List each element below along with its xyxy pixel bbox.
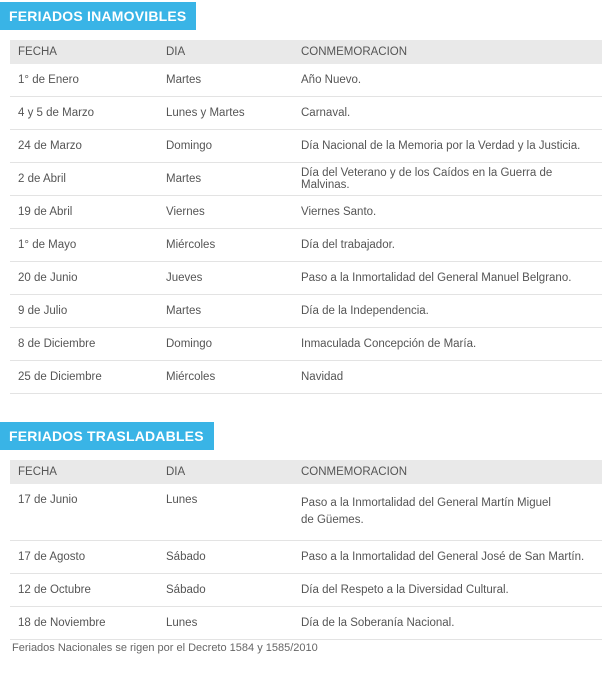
table-row [10, 262, 602, 295]
cell-dia: Lunes y Martes [158, 97, 293, 130]
cell-fecha: 18 de Noviembre [10, 607, 158, 640]
cell-conmemoracion: Inmaculada Concepción de María. [293, 328, 602, 361]
table-row [10, 328, 602, 361]
holidays-table-inamovibles [10, 40, 602, 394]
cell-fecha: 24 de Marzo [10, 130, 158, 163]
cell-conmemoracion: Carnaval. [293, 97, 602, 130]
table-row [10, 229, 602, 262]
cell-conmemoracion: Paso a la Inmortalidad del General José de San Martín. [293, 541, 602, 574]
cell-conmemoracion: Navidad [293, 361, 602, 394]
cell-fecha: 17 de Agosto [10, 541, 158, 574]
cell-conmemoracion: Día del Respeto a la Diversidad Cultural. [293, 574, 602, 607]
cell-dia: Lunes [158, 607, 293, 640]
cell-conmemoracion: Viernes Santo. [293, 196, 602, 229]
cell-fecha: 25 de Diciembre [10, 361, 158, 394]
cell-conmemoracion: Día de la Independencia. [293, 295, 602, 328]
cell-conmemoracion: Día de la Soberanía Nacional. [293, 607, 602, 640]
cell-fecha: 1° de Enero [10, 64, 158, 97]
cell-conmemoracion: Paso a la Inmortalidad del General Martín Miguel de Güemes. [293, 484, 602, 541]
table-header-row [10, 40, 602, 64]
cell-fecha: 9 de Julio [10, 295, 158, 328]
table-row [10, 484, 602, 541]
cell-dia: Domingo [158, 328, 293, 361]
cell-conmemoracion: Día Nacional de la Memoria por la Verdad y la Justicia. [293, 130, 602, 163]
cell-fecha: 20 de Junio [10, 262, 158, 295]
cell-fecha: 19 de Abril [10, 196, 158, 229]
table-row [10, 541, 602, 574]
table-row [10, 130, 602, 163]
column-header-fecha: FECHA [10, 40, 158, 64]
cell-conmemoracion: Paso a la Inmortalidad del General Manuel Belgrano. [293, 262, 602, 295]
cell-conmemoracion: Día del Veterano y de los Caídos en la Guerra de Malvinas. [293, 163, 602, 196]
table-header-row [10, 460, 602, 484]
cell-fecha: 8 de Diciembre [10, 328, 158, 361]
cell-dia: Martes [158, 295, 293, 328]
cell-dia: Sábado [158, 574, 293, 607]
cell-dia: Miércoles [158, 361, 293, 394]
column-header-conmemoracion: CONMEMORACION [293, 40, 602, 64]
table-row [10, 607, 602, 640]
table-row [10, 64, 602, 97]
cell-conmemoracion: Año Nuevo. [293, 64, 602, 97]
holidays-table-trasladables [10, 460, 602, 640]
cell-dia: Domingo [158, 130, 293, 163]
table-row [10, 196, 602, 229]
table-row [10, 361, 602, 394]
cell-dia: Sábado [158, 541, 293, 574]
table-row [10, 574, 602, 607]
cell-dia: Martes [158, 163, 293, 196]
table-row [10, 163, 602, 196]
section-title-trasladables: FERIADOS TRASLADABLES [0, 422, 214, 450]
cell-dia: Jueves [158, 262, 293, 295]
cell-fecha: 1° de Mayo [10, 229, 158, 262]
footer-note: Feriados Nacionales se rigen por el Decreto 1584 y 1585/2010 [12, 642, 318, 654]
cell-conmemoracion: Día del trabajador. [293, 229, 602, 262]
column-header-conmemoracion: CONMEMORACION [293, 460, 602, 484]
cell-fecha: 12 de Octubre [10, 574, 158, 607]
cell-fecha: 2 de Abril [10, 163, 158, 196]
cell-dia: Martes [158, 64, 293, 97]
section-title-inamovibles: FERIADOS INAMOVIBLES [0, 2, 196, 30]
column-header-dia: DIA [158, 460, 293, 484]
table-row [10, 295, 602, 328]
column-header-fecha: FECHA [10, 460, 158, 484]
cell-fecha: 4 y 5 de Marzo [10, 97, 158, 130]
column-header-dia: DIA [158, 40, 293, 64]
cell-fecha: 17 de Junio [10, 484, 158, 541]
cell-dia: Miércoles [158, 229, 293, 262]
cell-dia: Viernes [158, 196, 293, 229]
table-row [10, 97, 602, 130]
cell-dia: Lunes [158, 484, 293, 541]
